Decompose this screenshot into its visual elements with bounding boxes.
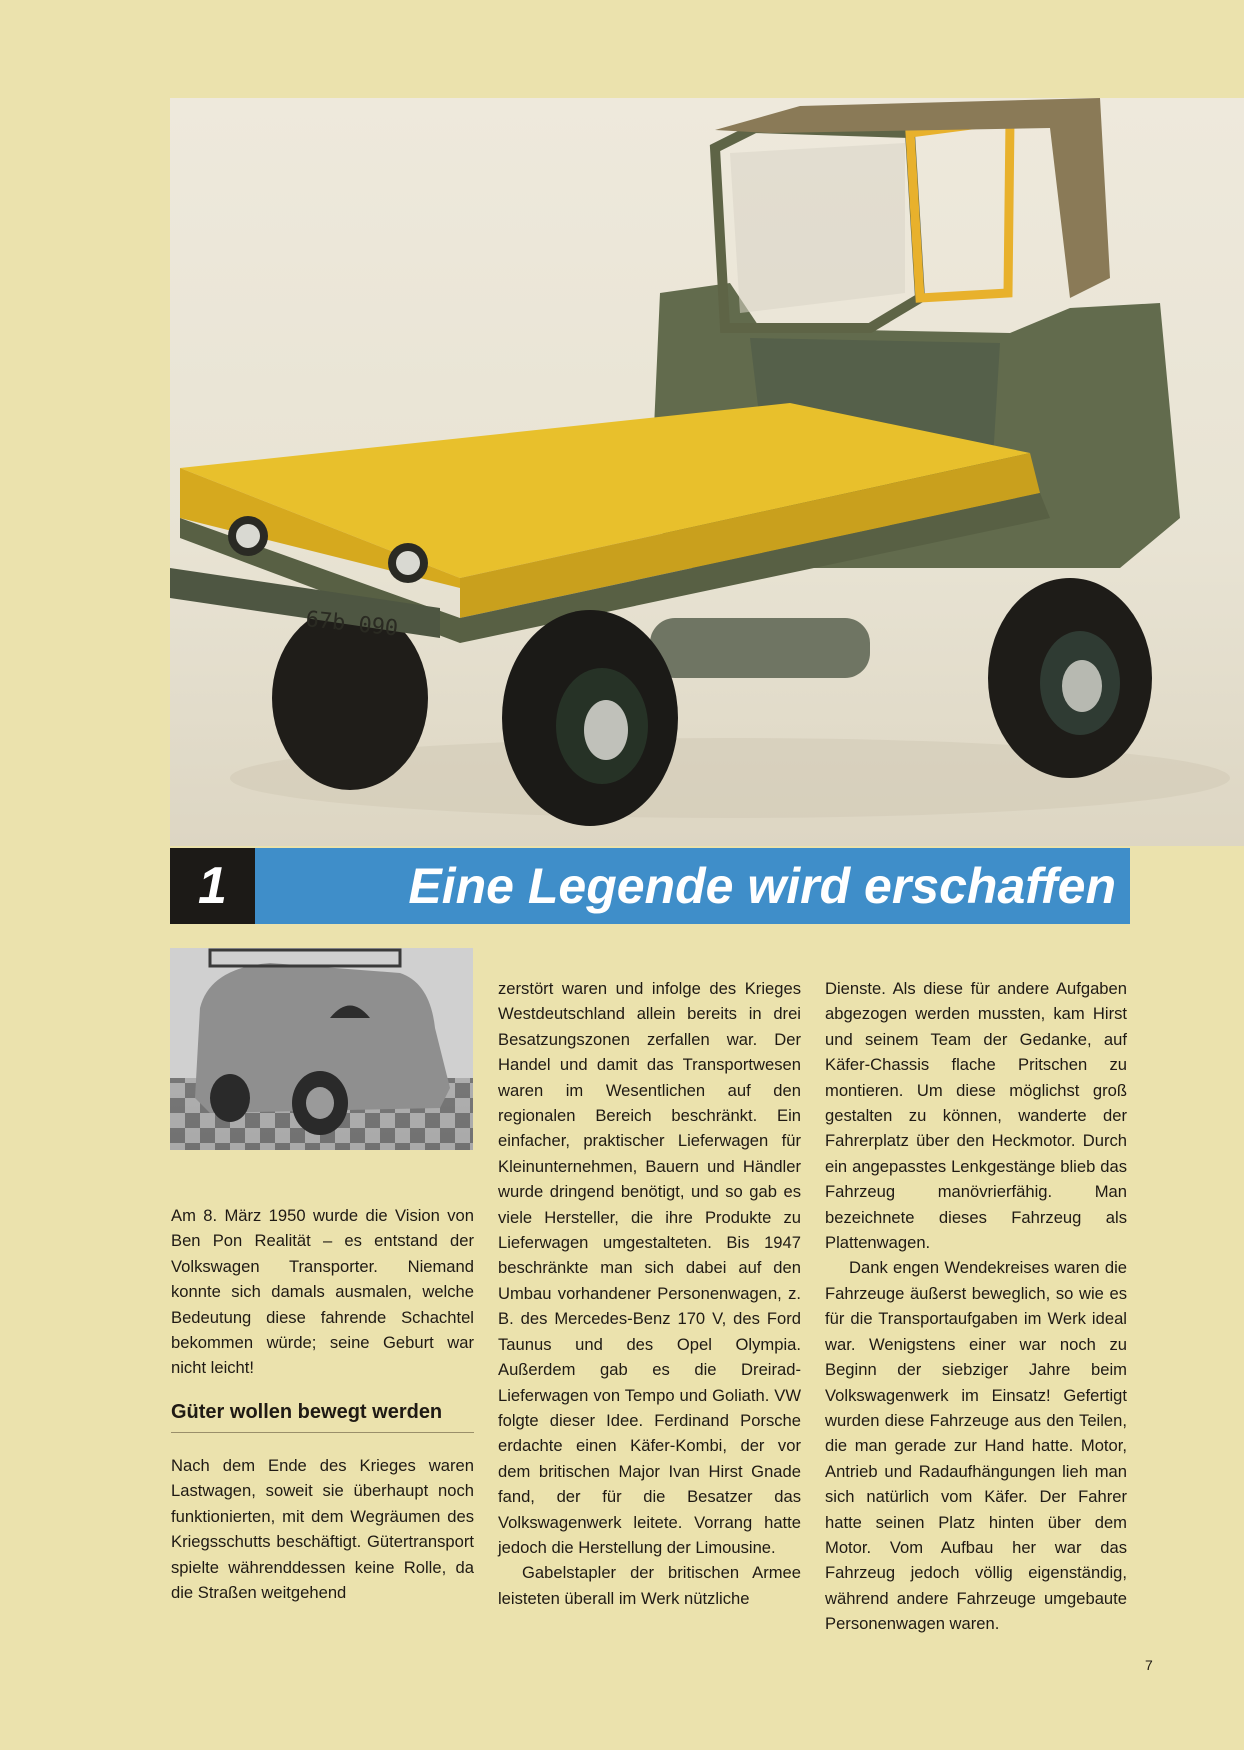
column-2-paragraph-1: zerstört waren und infolge des Krieges Westdeutschland allein bereits in drei Besatzungszonen zerfallen war. Der Handel und damit das Transportwesen waren im Wesentlichen auf den regionalen Bereich beschränkt. Ein einfacher, praktischer Lieferwagen für Kleinunternehmen, Bauern und Händler wurde dringend benötigt, und so gab es viele Hersteller, die ihre Produkte zu Lieferwagen umgestalteten. Bis 1947 beschränkte man sich dabei auf den Umbau vorhandener Personenwagen, z. B. des Mercedes-Benz 170 V, des Ford Taunus und des Opel Olympia. Außerdem gab es die Dreirad-Lieferwagen von Tempo und Goliath. VW folgte dieser Idee. Ferdinand Porsche erdachte einen Käfer-Kombi, der vor dem britischen Major Ivan Hirst Gnade fand, der für die Besatzer das Volkswagenwerk leitete. Vorrang hatte jedoch die Herstellung der Limousine.: [498, 979, 801, 1557]
column-3-paragraph-2: Dank engen Wendekreises waren die Fahrzeuge äußerst beweglich, so wie es für die Transportaufgaben im Werk ideal war. Wenigstens einer war noch zu Beginn der siebziger Jahre beim Volkswagenwerk im Einsatz! Gefertigt wurden diese Fahrzeuge aus den Teilen, die man gerade zur Hand hatte. Motor, Antrieb und Radaufhängungen lieh man sich natürlich vom Käfer. Der Fahrer hatte seinen Platz hinten über dem Motor. Vom Aufbau her war das Fahrzeug jedoch völlig eigenständig, während andere Fahrzeuge umgebaute Personenwagen waren.: [825, 1258, 1127, 1634]
column-2: [498, 976, 801, 1611]
kaefer-kombi-illustration: [170, 948, 473, 1150]
kaefer-kombi-photo: [170, 948, 473, 1150]
column-3-paragraph-1: Dienste. Als diese für andere Aufgaben abgezogen werden mussten, kam Hirst und seinem Team der Gedanke, auf Käfer-Chassis flache Pritschen zu montieren. Um diese möglichst groß gestalten zu können, wanderte der Fahrerplatz über den Heckmotor. Durch ein angepasstes Lenkgestänge blieb das Fahrzeug manövrierfähig. Man bezeichnete dieses Fahrzeug als Plattenwagen.: [825, 979, 1127, 1253]
license-plate-text: 67b 090: [304, 607, 400, 642]
column-3: [825, 976, 1127, 1637]
section-heading: Güter wollen bewegt werden: [171, 1401, 474, 1433]
body-paragraph: Nach dem Ende des Krieges waren Lastwagen, soweit sie überhaupt noch funktionierten, mit dem Wegräumen des Kriegsschutts beschäftigt. Gütertransport spielte währenddessen keine Rolle, da die Straßen weitgehend: [171, 1456, 474, 1603]
hero-photo-plattenwagen: [170, 98, 1244, 846]
column-1-intro: [171, 1203, 474, 1381]
intro-paragraph: Am 8. März 1950 wurde die Vision von Ben Pon Realität – es entstand der Volkswagen Transporter. Niemand konnte sich damals ausmalen, welche Bedeutung diese fahrende Schachtel bekommen würde; seine Geburt war nicht leicht!: [171, 1206, 474, 1378]
column-2-paragraph-2: Gabelstapler der britischen Armee leisteten überall im Werk nützliche: [498, 1563, 801, 1608]
page-number: 7: [1145, 1657, 1153, 1673]
chapter-number: 1: [170, 848, 255, 924]
chapter-title: Eine Legende wird erschaffen: [255, 848, 1130, 924]
column-1-body: [171, 1453, 474, 1605]
plattenwagen-illustration: [170, 98, 1244, 846]
chapter-header: [170, 848, 1130, 924]
